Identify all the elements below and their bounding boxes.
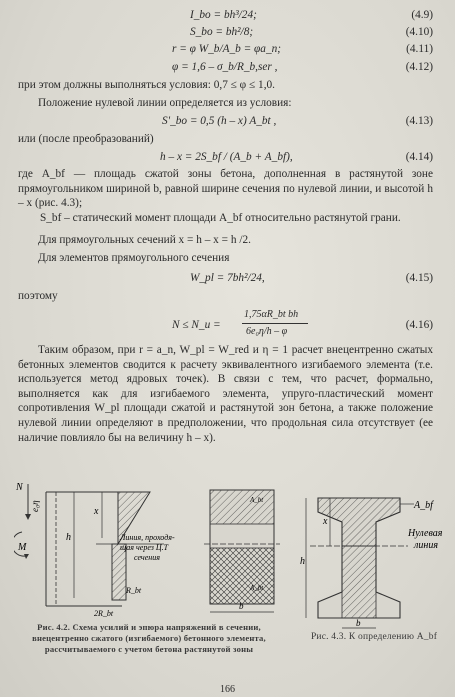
formula-4-16-lhs: N ≤ N_u = xyxy=(172,319,221,331)
formula-4-16-numerator: 1,75αR_bt bh xyxy=(244,309,299,320)
formula-4-12: φ = 1,6 – σ_b/R_b,ser , xyxy=(172,61,278,73)
figure-4-3 xyxy=(296,482,446,638)
label-neutral: Нулевая xyxy=(408,528,443,539)
therefore-text: поэтому xyxy=(18,290,58,302)
formula-number: (4.12) xyxy=(405,61,433,73)
label-abt-top: A_bt xyxy=(250,496,264,504)
rect-elem-text: Для элементов прямоугольного сечения xyxy=(38,252,230,264)
formula-4-11: r = φ W_b/A_b = φa_n; xyxy=(172,43,282,55)
where-abf-paragraph: где A_bf — площадь сжатой зоны бетона, дополненная в растянутой зоне прямоугольником шириной b, равной ширине сечения по нулевой линии, и высотой h – x (рис. 4.3); xyxy=(18,168,433,210)
condition-text: при этом должны выполняться условия: 0,7 ≤ φ ≤ 1,0. xyxy=(18,79,275,91)
tension-diagram xyxy=(112,544,126,600)
label-x: x xyxy=(323,516,328,527)
formula-number: (4.15) xyxy=(405,272,433,284)
formula-number: (4.10) xyxy=(405,26,433,38)
formula-4-15: W_pl = 7bh²/24, xyxy=(190,272,265,284)
label-2rbt: 2R_bt xyxy=(94,609,114,618)
page-number: 166 xyxy=(220,684,235,695)
label-abf: A_bf xyxy=(414,500,433,511)
caption-fig-4-2: Рис. 4.2. Схема усилий и эпюра напряжений в сечении, внецентренно сжатого (изгибаемого) бетонного элемента, рассчитываемого с учетом бетона растянутой зоны xyxy=(32,622,266,654)
zero-line-text: Положение нулевой линии определяется из условия: xyxy=(38,97,292,109)
formula-number: (4.14) xyxy=(405,151,433,163)
rect-text: Для прямоугольных сечений x = h – x = h /2. xyxy=(38,234,251,246)
formula-number: (4.16) xyxy=(405,319,433,331)
label-h: h xyxy=(66,532,71,543)
formula-number: (4.9) xyxy=(411,9,433,21)
label-line3: сечения xyxy=(134,553,160,562)
figure-4-2 xyxy=(14,478,290,620)
main-paragraph: Таким образом, при r = a_n, W_pl = W_red и η = 1 расчет внецентренно сжатых бетонных элементов сводится к расчету эквивалентного изгибаемого элемента (т.е. используется метод ядровых точек). В связи с тем, что расчет, формально, выполняется как для изгибаемого элемента, упруго-пластический момент сопротивления W_pl площади сжатой и растянутой зон бетона, а также положение нулевой линии определяют в предположении, что продольная сила отсутствует (ее наличие повлияло бы на величину h – x). xyxy=(18,344,433,444)
label-abt-bottom: A_bt xyxy=(250,584,264,592)
web-rectangle xyxy=(342,546,376,618)
label-e0: e₀η xyxy=(30,500,40,512)
label-line2: щая через Ц.Т xyxy=(120,543,169,552)
label-b: b xyxy=(239,601,244,611)
where-sbf-paragraph: S_bf – статический момент площади A_bf относительно растянутой грани. xyxy=(40,212,401,224)
fraction-bar xyxy=(242,323,308,324)
label-x: x xyxy=(94,506,99,517)
label-h: h xyxy=(300,556,305,567)
or-text: или (после преобразований) xyxy=(18,133,154,145)
label-M: M xyxy=(18,542,27,553)
formula-number: (4.11) xyxy=(406,43,433,55)
tension-area xyxy=(210,548,274,604)
caption-fig-4-3: Рис. 4.3. К определению A_bf xyxy=(310,632,438,642)
formula-number: (4.13) xyxy=(405,115,433,127)
label-b: b xyxy=(356,618,361,628)
compressed-area xyxy=(210,490,274,524)
formula-4-16-denominator: 6e₀η/h – φ xyxy=(246,326,288,337)
formula-4-9: I_bo = bh³/24; xyxy=(190,9,257,21)
label-N: N xyxy=(16,482,23,493)
label-line: Линия, проходя- xyxy=(120,533,175,542)
label-neutral2: линия xyxy=(414,540,438,551)
formula-4-14: h – x = 2S_bf / (A_b + A_bf), xyxy=(160,151,293,163)
label-rbt: R_bt xyxy=(126,586,142,595)
formula-4-10: S_bo = bh²/8; xyxy=(190,26,254,38)
formula-4-13: S'_bo = 0,5 (h – x) A_bt , xyxy=(162,115,277,127)
